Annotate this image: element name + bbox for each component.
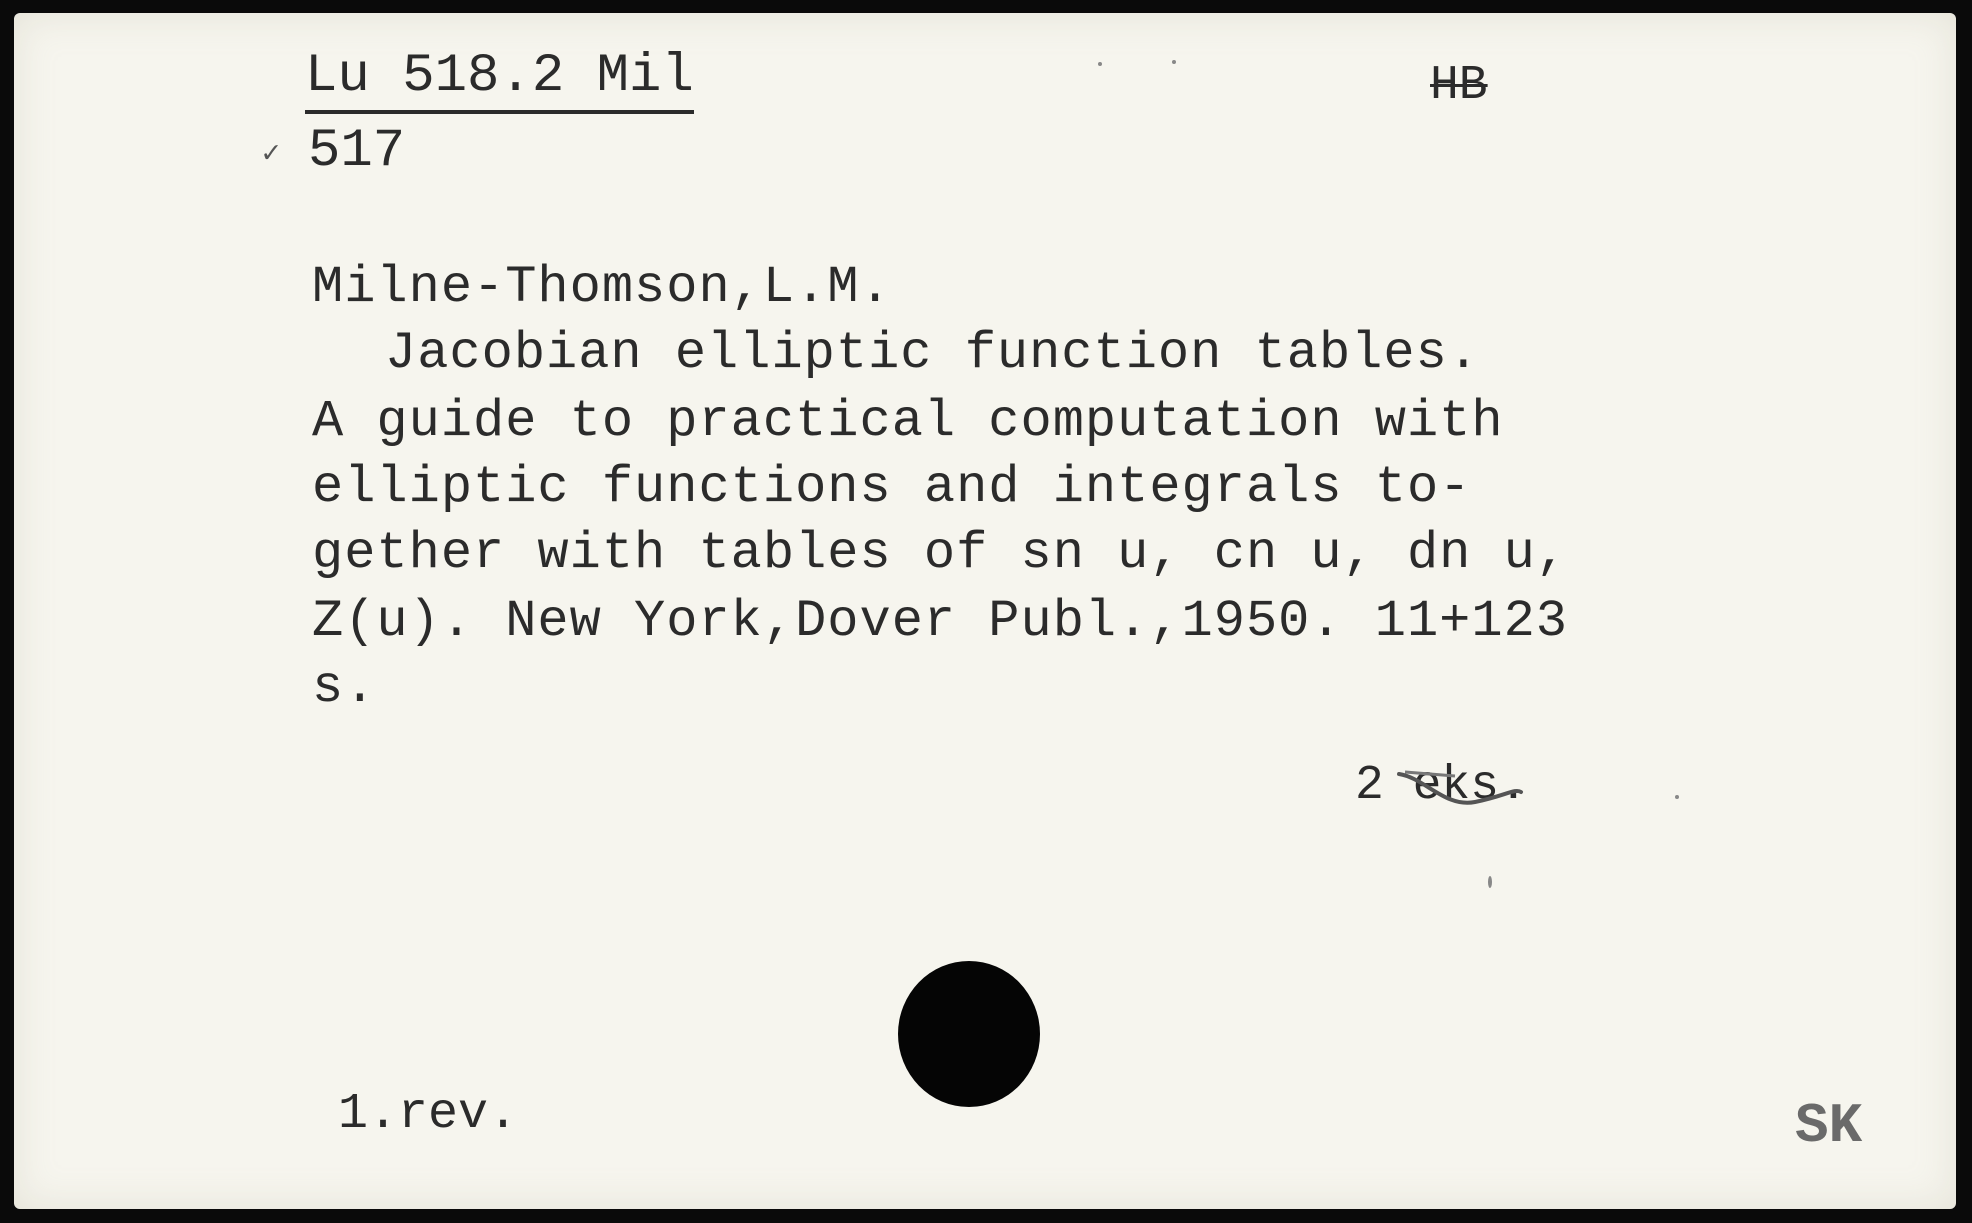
location-code-struck: HB bbox=[1430, 59, 1488, 113]
description-line: elliptic functions and integrals to- bbox=[312, 458, 1472, 517]
author: Milne-Thomson,L.M. bbox=[312, 258, 892, 317]
title-line: Jacobian elliptic function tables. bbox=[385, 324, 1480, 383]
copies-note: 2 eks. bbox=[1355, 759, 1528, 813]
ink-speck bbox=[1488, 876, 1492, 888]
revision-note: 1.rev. bbox=[338, 1086, 519, 1143]
pencil-strike-icon bbox=[1395, 768, 1525, 810]
description-line: A guide to practical computation with bbox=[312, 392, 1504, 451]
ink-speck bbox=[1172, 60, 1176, 64]
description-line: Z(u). New York,Dover Publ.,1950. 11+123 bbox=[312, 592, 1568, 651]
ink-speck bbox=[1098, 62, 1102, 66]
call-number: Lu 518.2 Mil bbox=[305, 50, 694, 114]
description-line: s. bbox=[312, 658, 377, 717]
check-mark: ✓ bbox=[262, 138, 281, 172]
cataloguer-initials: SK bbox=[1795, 1094, 1863, 1158]
description-line: gether with tables of sn u, cn u, dn u, bbox=[312, 524, 1568, 583]
call-number-sub: 517 bbox=[308, 121, 406, 182]
punch-hole bbox=[898, 961, 1040, 1107]
ink-speck bbox=[1675, 795, 1679, 799]
